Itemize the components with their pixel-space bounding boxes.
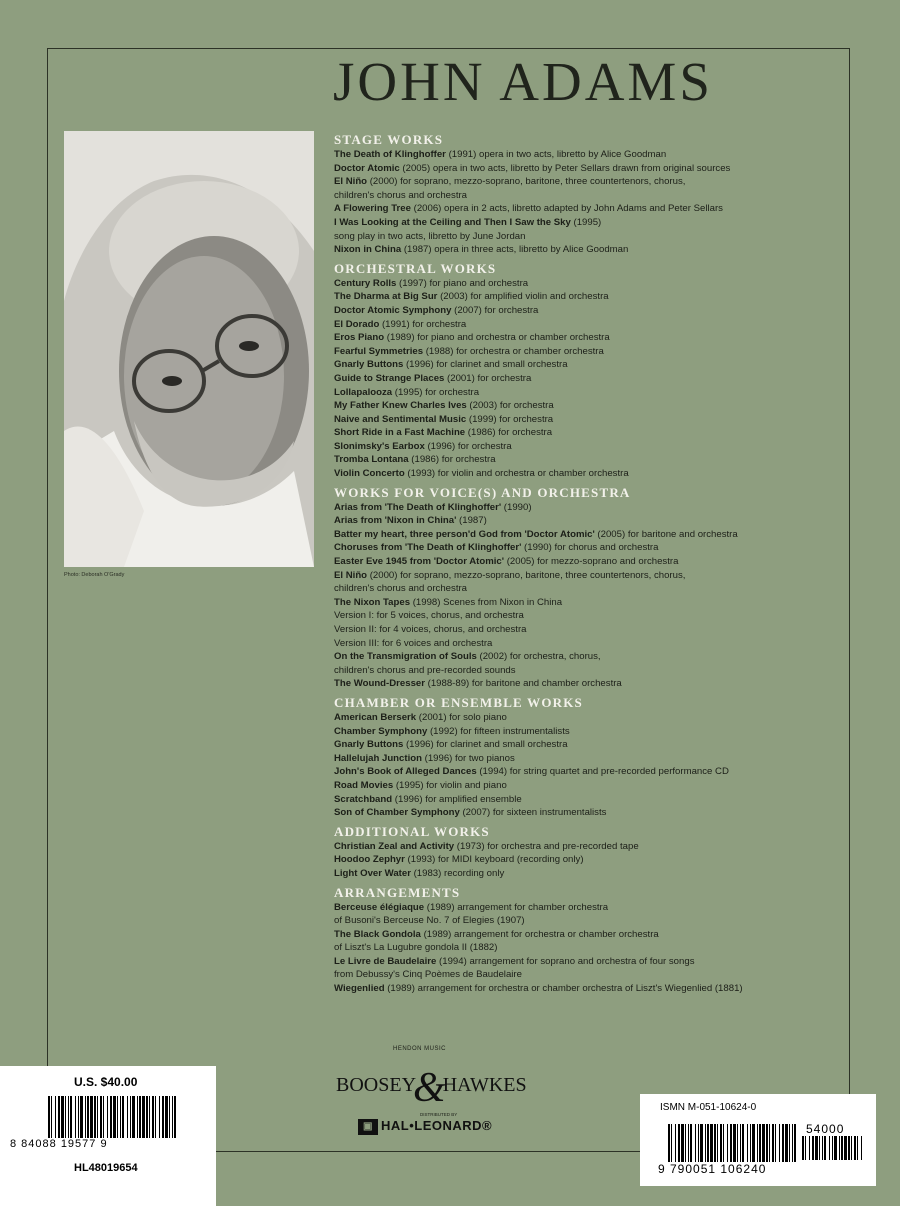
work-entry — [334, 189, 844, 203]
work-description: (1994) arrangement for soprano and orchestra of four songs — [436, 955, 695, 967]
work-description: children's chorus and pre-recorded sounds — [334, 664, 516, 676]
barcode-bar — [769, 1124, 770, 1162]
work-title: Batter my heart, three person'd God from 'Doctor Atomic' — [334, 528, 595, 540]
work-entry — [334, 541, 844, 555]
work-entry — [334, 569, 844, 583]
barcode-bar — [671, 1124, 672, 1162]
work-description: Version II: for 4 voices, chorus, and orchestra — [334, 624, 527, 635]
barcode-bar — [819, 1136, 820, 1160]
work-entry — [334, 982, 844, 996]
work-description: (1990) — [501, 501, 532, 513]
work-title: Eros Piano — [334, 332, 385, 344]
work-title: Hoodoo Zephyr — [334, 854, 405, 866]
barcode-bar — [174, 1096, 176, 1138]
barcode-bar — [740, 1124, 741, 1162]
work-entry — [334, 793, 844, 807]
barcode-bar — [848, 1136, 850, 1160]
barcode-bar — [110, 1096, 112, 1138]
work-description: children's chorus and orchestra — [334, 583, 468, 595]
work-description: (2001) for orchestra — [444, 372, 532, 384]
barcode-bar — [152, 1096, 154, 1138]
barcode-bar — [700, 1124, 703, 1162]
work-description: of Busoni's Berceuse No. 7 of Elegies (1907) — [334, 915, 525, 927]
work-entry — [334, 148, 844, 162]
work-title: Le Livre de Baudelaire — [334, 955, 437, 967]
barcode-bar — [681, 1124, 684, 1162]
work-description: (1994) for string quartet and pre-recorded performance CD — [476, 766, 729, 778]
work-title: The Dharma at Big Sur — [334, 291, 438, 303]
section-heading: WORKS FOR VOICE(S) AND ORCHESTRA — [334, 484, 631, 500]
work-entry — [334, 514, 844, 528]
work-description: (1995) — [570, 216, 602, 228]
work-entry — [334, 304, 844, 318]
work-title: Road Movies — [334, 779, 394, 791]
work-entry — [334, 413, 844, 427]
barcode-bar — [58, 1096, 60, 1138]
work-title: Short Ride in a Fast Machine — [334, 427, 466, 439]
work-title: Nixon in China — [334, 244, 402, 256]
barcode-bar — [710, 1124, 713, 1162]
work-description: (2000) for soprano, mezzo-soprano, baritone, three countertenors, chorus, — [367, 569, 686, 581]
work-title: Easter Eve 1945 from 'Doctor Atomic' — [334, 556, 505, 568]
product-code: HL48019654 — [74, 1162, 138, 1174]
work-title: Scratchband — [334, 793, 393, 805]
ampersand: & — [413, 1065, 446, 1111]
barcode-bar — [851, 1136, 852, 1160]
work-description: (1989) for piano and orchestra or chamber orchestra — [384, 332, 610, 344]
barcode-bar — [792, 1124, 793, 1162]
section-heading: STAGE WORKS — [334, 132, 444, 147]
work-description: (2002) for orchestra, chorus, — [476, 651, 601, 663]
barcode-bar — [94, 1096, 96, 1138]
work-title: A Flowering Tree — [334, 203, 411, 215]
work-description: (1990) for chorus and orchestra — [521, 542, 659, 554]
barcode-bar — [75, 1096, 76, 1138]
page-title: JOHN ADAMS — [333, 51, 713, 112]
work-title: Arias from 'Nixon in China' — [334, 515, 457, 527]
barcode-bar — [113, 1096, 116, 1138]
work-title: Doctor Atomic — [334, 162, 400, 174]
barcode-bar — [834, 1136, 837, 1160]
work-description: of Liszt's La Lugubre gondola II (1882) — [334, 942, 498, 954]
barcode-bar — [117, 1096, 118, 1138]
work-entry — [334, 582, 844, 596]
barcode-bar — [762, 1124, 765, 1162]
work-entry — [334, 752, 844, 766]
barcode-bar — [805, 1136, 806, 1160]
work-title: Gnarly Buttons — [334, 739, 404, 751]
barcode-bar — [717, 1124, 718, 1162]
barcode-bar — [779, 1124, 780, 1162]
barcode-bar — [782, 1124, 784, 1162]
barcode-bar — [87, 1096, 89, 1138]
work-entry — [334, 467, 844, 481]
work-description: song play in two acts, libretto by June Jordan — [334, 230, 526, 242]
work-entry — [334, 901, 844, 915]
barcode-bar — [127, 1096, 128, 1138]
work-title: Fearful Symmetries — [334, 345, 424, 357]
photo-credit: Photo: Deborah O'Grady — [64, 572, 125, 578]
work-title: Violin Concerto — [334, 468, 405, 480]
work-description: (1996) for clarinet and small orchestra — [403, 359, 568, 371]
work-entry — [334, 806, 844, 820]
hendon-music-label: HENDON MUSIC — [393, 1046, 447, 1052]
barcode-bar — [757, 1124, 758, 1162]
work-title: The Nixon Tapes — [334, 596, 411, 608]
barcode-bar — [172, 1096, 173, 1138]
barcode-bar — [130, 1096, 131, 1138]
barcode-bar — [165, 1096, 168, 1138]
work-entry — [334, 677, 844, 691]
work-title: Hallelujah Junction — [334, 752, 422, 764]
work-description: (1996) for amplified ensemble — [392, 793, 522, 805]
work-description: (1999) for orchestra — [466, 413, 554, 425]
barcode-bar — [678, 1124, 680, 1162]
barcode-bar — [159, 1096, 160, 1138]
barcode-bar — [857, 1136, 858, 1160]
barcode-bar — [750, 1124, 751, 1162]
work-entry — [334, 555, 844, 569]
work-description: from Debussy's Cinq Poèmes de Baudelaire — [334, 969, 522, 981]
barcode-bar — [844, 1136, 847, 1160]
work-title: Slonimsky's Earbox — [334, 440, 425, 452]
barcode-bar — [668, 1124, 670, 1162]
barcode-bar — [142, 1096, 145, 1138]
work-description: (1992) for fifteen instrumentalists — [427, 725, 570, 737]
barcode-bar — [714, 1124, 716, 1162]
work-description: (1996) for two pianos — [421, 752, 515, 764]
work-description: (1973) for orchestra and pre-recorded tape — [454, 840, 639, 852]
barcode-bar — [815, 1136, 818, 1160]
upc-barcode — [48, 1096, 176, 1138]
barcode-bar — [65, 1096, 66, 1138]
barcode-bar — [742, 1124, 744, 1162]
barcode-bar — [70, 1096, 72, 1138]
work-entry — [334, 914, 844, 928]
addon-digits: 54000 — [806, 1122, 845, 1136]
barcode-bar — [824, 1136, 826, 1160]
work-entry — [334, 202, 844, 216]
barcode-bar — [723, 1124, 724, 1162]
work-entry — [334, 928, 844, 942]
work-title: The Black Gondola — [334, 928, 421, 940]
work-description: (1997) for piano and orchestra — [396, 277, 529, 289]
work-title: Chamber Symphony — [334, 725, 428, 737]
work-description: (1993) for violin and orchestra or chamber orchestra — [404, 468, 629, 480]
work-description: (1988-89) for baritone and chamber orchestra — [424, 678, 622, 690]
barcode-bar — [120, 1096, 121, 1138]
barcode-bar — [775, 1124, 776, 1162]
work-title: Naive and Sentimental Music — [334, 413, 467, 425]
work-entry — [334, 358, 844, 372]
barcode-bar — [149, 1096, 150, 1138]
work-entry — [334, 941, 844, 955]
work-entry — [334, 968, 844, 982]
price: U.S. $40.00 — [74, 1075, 138, 1089]
barcode-bar — [685, 1124, 686, 1162]
work-entry — [334, 853, 844, 867]
work-entry — [334, 725, 844, 739]
work-title: I Was Looking at the Ceiling and Then I Saw the Sky — [334, 216, 571, 228]
barcode-bar — [78, 1096, 79, 1138]
ismn-barcode-digits: 9 790051 106240 — [658, 1162, 767, 1176]
work-title: Doctor Atomic Symphony — [334, 304, 452, 316]
work-title: American Berserk — [334, 711, 417, 723]
work-description: (1993) for MIDI keyboard (recording only) — [404, 854, 584, 866]
barcode-bar — [48, 1096, 50, 1138]
hal-leonard-text: HAL•LEONARD® — [381, 1118, 493, 1133]
barcode-bar — [107, 1096, 108, 1138]
work-description: (1995) for orchestra — [392, 386, 480, 398]
work-description: (1987) opera in three acts, libretto by Alice Goodman — [401, 244, 629, 256]
barcode-bar — [747, 1124, 748, 1162]
ismn-label — [640, 1094, 876, 1186]
barcode-bar — [789, 1124, 790, 1162]
section-heading: ORCHESTRAL WORKS — [334, 260, 497, 276]
work-description: (1987) — [456, 515, 487, 527]
work-entry — [334, 637, 844, 651]
work-description: (2007) for orchestra — [451, 304, 539, 316]
work-description: (2005) opera in two acts, libretto by Peter Sellars drawn from original sources — [399, 162, 731, 174]
work-title: Choruses from 'The Death of Klinghoffer' — [334, 542, 522, 554]
work-description: (1996) for orchestra — [424, 440, 512, 452]
work-description: (1986) for orchestra — [465, 427, 553, 439]
barcode-bar — [85, 1096, 86, 1138]
work-entry — [334, 216, 844, 230]
barcode-bar — [839, 1136, 840, 1160]
barcode-bar — [785, 1124, 788, 1162]
work-entry — [334, 426, 844, 440]
work-description: (1996) for clarinet and small orchestra — [403, 739, 568, 751]
work-entry — [334, 779, 844, 793]
barcode-bar — [132, 1096, 135, 1138]
barcode-bar — [51, 1096, 52, 1138]
work-entry — [334, 318, 844, 332]
barcode-bar — [55, 1096, 56, 1138]
barcode-bar — [854, 1136, 856, 1160]
work-entry — [334, 290, 844, 304]
works-list — [334, 128, 844, 996]
work-description: (2007) for sixteen instrumentalists — [459, 807, 607, 819]
upc-digits: 8 84088 19577 9 — [10, 1138, 108, 1150]
barcode-bar — [698, 1124, 699, 1162]
work-entry — [334, 386, 844, 400]
distributed-by: DISTRIBUTED BY — [420, 1112, 458, 1117]
work-description: (1998) Scenes from Nixon in China — [410, 596, 563, 608]
work-description: (2003) for amplified violin and orchestra — [437, 291, 609, 303]
work-title: Century Rolls — [334, 277, 397, 289]
work-description: (1991) opera in two acts, libretto by Alice Goodman — [445, 149, 667, 160]
barcode-bar — [169, 1096, 170, 1138]
hal-leonard-icon: ▣ — [358, 1119, 378, 1135]
work-title: Tromba Lontana — [334, 454, 409, 466]
barcode-bar — [812, 1136, 814, 1160]
work-title: Gnarly Buttons — [334, 359, 404, 371]
barcode-bar — [772, 1124, 774, 1162]
boosey-hawkes-logo — [336, 1064, 527, 1112]
work-title: The Wound-Dresser — [334, 678, 425, 690]
barcode-bar — [829, 1136, 830, 1160]
work-entry — [334, 609, 844, 623]
work-title: The Death of Klinghoffer — [334, 149, 446, 160]
work-entry — [334, 765, 844, 779]
work-entry — [334, 711, 844, 725]
barcode-bar — [822, 1136, 823, 1160]
barcode-bar — [737, 1124, 738, 1162]
ismn-barcode — [668, 1124, 796, 1162]
work-entry — [334, 243, 844, 257]
work-title: El Niño — [334, 176, 368, 188]
barcode-bar — [97, 1096, 98, 1138]
work-title: Lollapalooza — [334, 386, 393, 398]
work-description: Version I: for 5 voices, chorus, and orchestra — [334, 610, 524, 622]
work-entry — [334, 867, 844, 881]
barcode-bar — [90, 1096, 93, 1138]
hawkes-text: HAWKES — [442, 1074, 527, 1096]
work-description: (2000) for soprano, mezzo-soprano, baritone, three countertenors, chorus, — [367, 176, 686, 188]
barcode-bar — [707, 1124, 709, 1162]
work-title: John's Book of Alleged Dances — [334, 766, 477, 778]
addon-barcode — [802, 1136, 864, 1160]
price-label — [0, 1066, 216, 1206]
barcode-bar — [688, 1124, 689, 1162]
barcode-bar — [802, 1136, 804, 1160]
work-entry — [334, 399, 844, 413]
work-entry — [334, 372, 844, 386]
work-description: Version III: for 6 voices and orchestra — [334, 637, 493, 649]
ismn-number: ISMN M-051-10624-0 — [660, 1102, 757, 1113]
hal-leonard-logo — [358, 1118, 492, 1135]
barcode-bar — [695, 1124, 696, 1162]
barcode-bar — [162, 1096, 164, 1138]
work-entry — [334, 345, 844, 359]
barcode-bar — [61, 1096, 64, 1138]
barcode-bar — [146, 1096, 148, 1138]
work-title: Guide to Strange Places — [334, 372, 445, 384]
work-entry — [334, 528, 844, 542]
work-title: El Dorado — [334, 318, 380, 330]
work-entry — [334, 277, 844, 291]
barcode-bar — [752, 1124, 755, 1162]
barcode-bar — [122, 1096, 124, 1138]
work-entry — [334, 664, 844, 678]
work-entry — [334, 840, 844, 854]
work-title: El Niño — [334, 569, 368, 581]
boosey-text: BOOSEY — [336, 1074, 417, 1096]
barcode-bar — [100, 1096, 102, 1138]
composer-photo — [64, 131, 314, 567]
work-title: Wiegenlied — [334, 983, 385, 995]
work-title: Christian Zeal and Activity — [334, 840, 455, 852]
work-description: (1983) recording only — [410, 867, 505, 879]
work-description: (1989) arrangement for orchestra or chamber orchestra — [420, 928, 659, 940]
work-entry — [334, 331, 844, 345]
work-entry — [334, 453, 844, 467]
work-description: (1988) for orchestra or chamber orchestra — [423, 345, 604, 357]
barcode-bar — [137, 1096, 138, 1138]
work-description: (1991) for orchestra — [379, 318, 467, 330]
work-title: My Father Knew Charles Ives — [334, 400, 467, 412]
work-description: (1989) arrangement for orchestra or chamber orchestra of Liszt's Wiegenlied (1881) — [384, 983, 743, 995]
work-entry — [334, 596, 844, 610]
section-heading: ARRANGEMENTS — [334, 884, 461, 900]
barcode-bar — [809, 1136, 810, 1160]
work-description: (1995) for violin and piano — [393, 779, 507, 791]
work-title: Arias from 'The Death of Klinghoffer' — [334, 501, 502, 513]
barcode-bar — [139, 1096, 141, 1138]
barcode-bar — [727, 1124, 728, 1162]
work-description: (2003) for orchestra — [466, 400, 554, 412]
barcode-bar — [80, 1096, 83, 1138]
barcode-bar — [861, 1136, 862, 1160]
barcode-bar — [730, 1124, 732, 1162]
work-title: Light Over Water — [334, 867, 411, 879]
work-entry — [334, 162, 844, 176]
work-entry — [334, 175, 844, 189]
barcode-bar — [720, 1124, 722, 1162]
barcode-bar — [794, 1124, 796, 1162]
work-title: Berceuse élégiaque — [334, 901, 425, 913]
work-entry — [334, 230, 844, 244]
work-description: (1986) for orchestra — [408, 454, 496, 466]
barcode-bar — [733, 1124, 736, 1162]
work-entry — [334, 501, 844, 515]
barcode-bar — [705, 1124, 706, 1162]
work-entry — [334, 955, 844, 969]
barcode-bar — [766, 1124, 768, 1162]
barcode-bar — [155, 1096, 156, 1138]
barcode-bar — [832, 1136, 833, 1160]
work-title: Son of Chamber Symphony — [334, 807, 460, 819]
barcode-bar — [759, 1124, 761, 1162]
work-description: (2001) for solo piano — [416, 711, 507, 723]
work-title: On the Transmigration of Souls — [334, 651, 477, 663]
work-description: (2005) for baritone and orchestra — [594, 528, 738, 540]
barcode-bar — [690, 1124, 692, 1162]
work-entry — [334, 738, 844, 752]
work-description: (2005) for mezzo-soprano and orchestra — [504, 556, 679, 568]
section-heading: CHAMBER OR ENSEMBLE WORKS — [334, 694, 583, 710]
work-entry — [334, 650, 844, 664]
work-description: (2006) opera in 2 acts, libretto adapted by John Adams and Peter Sellars — [410, 203, 723, 215]
work-description: children's chorus and orchestra — [334, 189, 468, 201]
section-heading: ADDITIONAL WORKS — [334, 823, 490, 839]
work-entry — [334, 440, 844, 454]
barcode-bar — [675, 1124, 676, 1162]
barcode-bar — [103, 1096, 104, 1138]
barcode-bar — [68, 1096, 69, 1138]
work-description: (1989) arrangement for chamber orchestra — [424, 901, 609, 913]
barcode-bar — [841, 1136, 843, 1160]
work-entry — [334, 623, 844, 637]
